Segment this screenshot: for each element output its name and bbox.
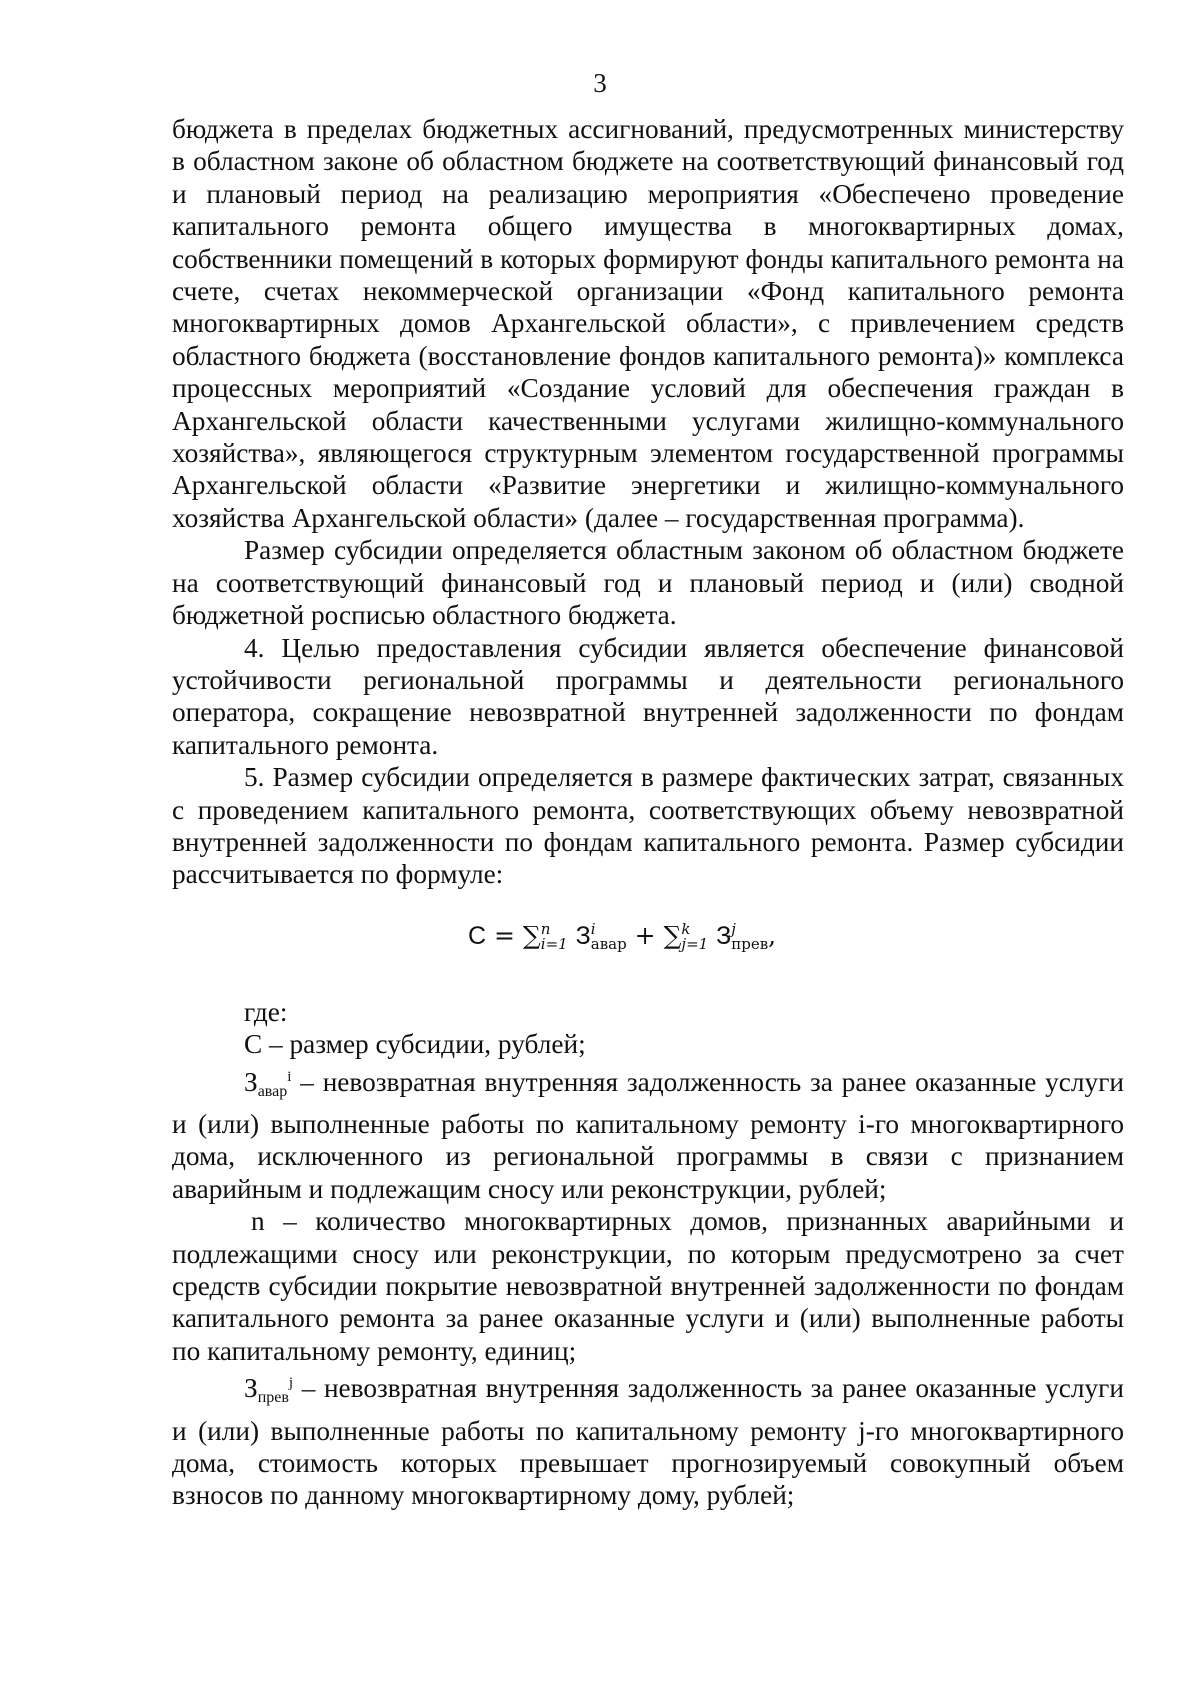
definition-zavar bbox=[172, 1061, 1124, 1206]
formula-term2-sup: j bbox=[731, 919, 736, 938]
formula-sum-symbol-2: ∑ bbox=[663, 920, 682, 950]
document-body bbox=[172, 113, 1124, 1512]
paragraph-item-5-amount: 5. Размер субсидии определяется в размере фактических затрат, связанных с проведением капитального ремонта, соответствующих объему невозвратной внутренней задолженности по фондам капитального ремонта. Размер субсидии рассчитывается по формуле: bbox=[172, 762, 1124, 890]
zprev-symbol-sub: прев bbox=[257, 1389, 289, 1407]
definition-n: n – количество многоквартирных домов, признанных аварийными и подлежащими сносу или реконструкции, по которым предусмотрено за счет средств субсидии покрытие невозвратной внутренней задолженности по фондам капитального ремонта за ранее оказанные услуги и (или) выполненные работы по капитальному ремонту, единиц; bbox=[172, 1206, 1124, 1366]
formula-sum1-lower: i=1 bbox=[540, 935, 568, 954]
formula-lhs: С bbox=[468, 921, 487, 950]
zprev-symbol-base: З bbox=[244, 1373, 258, 1404]
formula-plus: + bbox=[634, 920, 656, 950]
formula-sum1-limits bbox=[540, 919, 568, 954]
zprev-symbol-sup: j bbox=[288, 1375, 294, 1392]
formula-term2-base: З bbox=[716, 921, 732, 950]
formula-term1-indices bbox=[590, 919, 627, 954]
formula-sum2-lower: j=1 bbox=[681, 935, 709, 954]
formula-sum1-upper: n bbox=[540, 919, 551, 938]
paragraph-budget-allocation: бюджета в пределах бюджетных ассигнований, предусмотренных министерству в областном законе об областном бюджете на соответствующий финансовый год и плановый период на реализацию мероприятия «Обеспечено проведение капитального ремонта общего имущества в многоквартирных домах, собственники помещений в которых формируют фонды капитального ремонта на счете, счетах некоммерческой организации «Фонд капитального ремонта многоквартирных домов Архангельской области», с привлечением средств областного бюджета (восстановление фондов капитального ремонта)» комплекса процессных мероприятий «Создание условий для обеспечения граждан в Архангельской области качественными услугами жилищно-коммунального хозяйства», являющегося структурным элементом государственной программы Архангельской области «Развитие энергетики и жилищно-коммунального хозяйства Архангельской области» (далее – государственная программа). bbox=[172, 114, 1124, 533]
formula-equals: = bbox=[494, 920, 515, 950]
paragraph-subsidy-amount-law: Размер субсидии определяется областным законом об областном бюджете на соответствующий финансовый год и плановый период и (или) сводной бюджетной росписью областного бюджета. bbox=[172, 535, 1124, 631]
zavar-symbol-base: З bbox=[244, 1066, 258, 1097]
definition-zprev bbox=[172, 1367, 1124, 1512]
definition-c: С – размер субсидии, рублей; bbox=[244, 1029, 586, 1060]
subsidy-formula bbox=[172, 913, 1124, 959]
formula-sum-symbol-1: ∑ bbox=[522, 920, 541, 950]
zavar-symbol-sub: авар bbox=[257, 1082, 288, 1100]
where-label: где: bbox=[244, 996, 288, 1027]
formula-trailing-comma: , bbox=[768, 920, 777, 950]
formula-sum2-limits bbox=[681, 919, 709, 954]
formula-term1-sub: авар bbox=[590, 935, 627, 954]
formula-sum2-upper: k bbox=[681, 919, 691, 938]
formula-term1-sup: i bbox=[590, 919, 596, 938]
zprev-definition-text: – невозвратная внутренняя задолженность за ранее оказанные услуги и (или) выполненные работы по капитальному ремонту j-го многоквартирного дома, стоимость которых превышает прогнозируемый совокупный объем взносов по данному многоквартирному дому, рублей; bbox=[172, 1373, 1124, 1511]
zavar-definition-text: – невозвратная внутренняя задолженность за ранее оказанные услуги и (или) выполненные работы по капитальному ремонту i-го многоквартирного дома, исключенного из региональной программы в связи с признанием аварийным и подлежащим сносу или реконструкции, рублей; bbox=[172, 1066, 1124, 1204]
page-number: 3 bbox=[593, 68, 607, 98]
formula-term1-base: З bbox=[575, 921, 591, 950]
paragraph-item-4-purpose: 4. Целью предоставления субсидии является обеспечение финансовой устойчивости региональной программы и деятельности регионального оператора, сокращение невозвратной внутренней задолженности по фондам капитального ремонта. bbox=[172, 632, 1124, 760]
formula-term2-indices bbox=[731, 919, 769, 954]
formula-term2-sub: прев bbox=[731, 935, 769, 954]
zavar-symbol-sup: i bbox=[287, 1068, 292, 1085]
